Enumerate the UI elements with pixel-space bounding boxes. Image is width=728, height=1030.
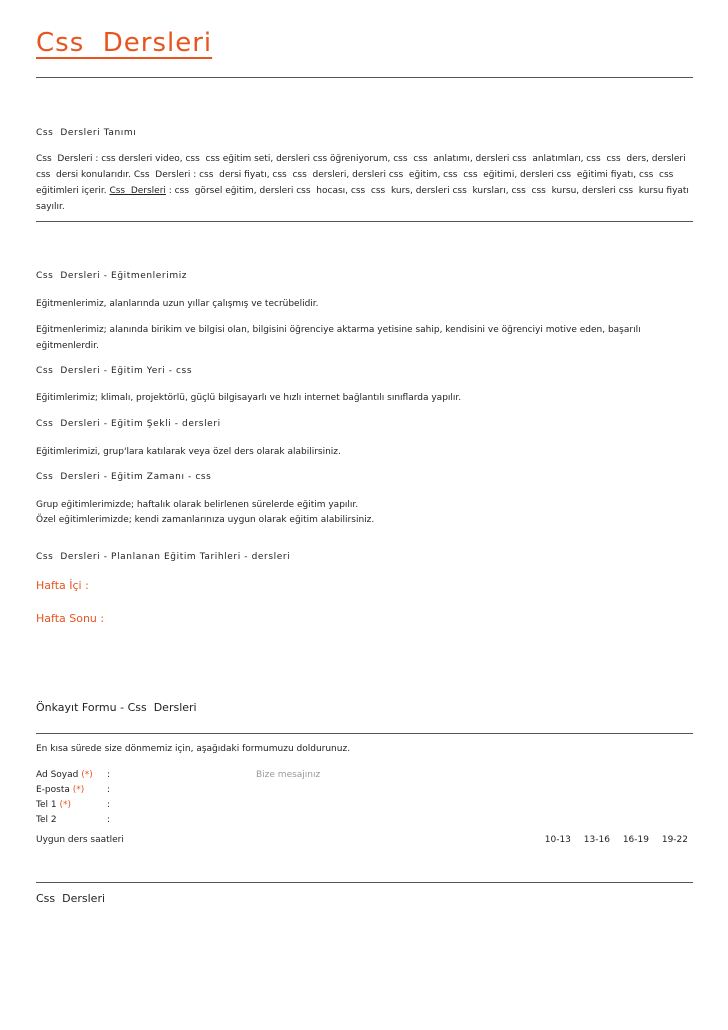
footer-title: Css Dersleri: [36, 892, 106, 905]
format-heading: Css Dersleri - Eğitim Şekli - dersleri: [36, 419, 221, 429]
colon: :: [107, 815, 111, 825]
timing-line2: Özel eğitimlerimizde; kendi zamanlarınıza uygun olarak eğitim alabilirsiniz.: [36, 515, 375, 525]
format-text: Eğitimlerimizi, grup'lara katılarak veya özel ders olarak alabilirsiniz.: [36, 447, 341, 457]
intro-text-after: : css görsel eğitim, dersleri css hocası, css css kurs, dersleri css kursları, css css kursu, dersleri css kursu fiyatı sayılır.: [36, 186, 692, 212]
required-mark: (*): [81, 770, 93, 780]
slot-16-19[interactable]: 16-19: [622, 835, 649, 845]
required-mark: (*): [59, 800, 71, 810]
instructors-p1: Eğitmenlerimiz, alanlarında uzun yıllar çalışmış ve tecrübelidir.: [36, 299, 319, 309]
form-divider: [36, 733, 693, 734]
location-text: Eğitimlerimiz; klimalı, projektörlü, güçlü bilgisayarlı ve hızlı internet bağlantılı sınıflarda yapılır.: [36, 393, 462, 403]
tel2-label: Tel 2: [36, 815, 57, 825]
hours-label: Uygun ders saatleri: [36, 835, 124, 845]
timing-line1: Grup eğitimlerimizde; haftalık olarak belirlenen sürelerde eğitim yapılır.: [36, 500, 359, 510]
form-title: Önkayıt Formu - Css Dersleri: [36, 701, 197, 714]
intro-divider: [36, 221, 693, 222]
required-mark: (*): [72, 785, 85, 795]
colon: :: [107, 800, 111, 810]
hours-slots: [535, 833, 688, 848]
slot-13-16[interactable]: 13-16: [583, 835, 610, 845]
tel1-label: Tel 1: [36, 800, 57, 810]
email-label: E-posta: [36, 785, 70, 795]
email-input[interactable]: [107, 783, 237, 798]
footer-divider: [36, 882, 693, 883]
colon: :: [107, 785, 111, 795]
intro-paragraph: [36, 151, 691, 215]
tel1-row: [36, 798, 71, 813]
weekend-label: Hafta Sonu :: [36, 612, 105, 625]
schedule-heading: Css Dersleri - Planlanan Eğitim Tarihleri - dersleri: [36, 552, 291, 562]
slot-19-22[interactable]: 19-22: [661, 835, 688, 845]
instructors-p2: Eğitmenlerimiz; alanında birikim ve bilgisi olan, bilgisini öğrenciye aktarma yetisine sahip, kendisini ve öğrenciyi motive eden, başarılı eğitmenlerdir.: [36, 325, 644, 351]
tel1-input[interactable]: [107, 798, 237, 813]
timing-heading: Css Dersleri - Eğitim Zamanı - css: [36, 472, 212, 482]
form-intro: En kısa sürede size dönmemiz için, aşağıdaki formumuzu doldurunuz.: [36, 744, 351, 754]
intro-link[interactable]: Css Dersleri: [109, 186, 166, 196]
page-title: Css Dersleri: [36, 28, 213, 58]
message-textarea[interactable]: [256, 768, 516, 820]
header-divider: [36, 77, 693, 78]
intro-heading: Css Dersleri Tanımı: [36, 128, 137, 138]
email-row: [36, 783, 84, 798]
slot-10-13[interactable]: 10-13: [544, 835, 571, 845]
tel2-input[interactable]: [107, 813, 237, 828]
weekday-label: Hafta İçi :: [36, 579, 89, 592]
instructors-heading: Css Dersleri - Eğitmenlerimiz: [36, 271, 188, 281]
tel2-row: [36, 813, 57, 828]
location-heading: Css Dersleri - Eğitim Yeri - css: [36, 366, 193, 376]
message-placeholder: Bize mesajınız: [256, 770, 321, 780]
intro-text-before: Css Dersleri : css dersleri video, css css eğitim seti, dersleri css öğreniyorum, css css anlatımı, dersleri css anlatımları, css css ders, dersleri css dersi konularıdır. Css Dersleri : css dersi fiyatı, css css dersleri, dersleri css eğitim, css css eğitimi, dersleri css eğitimi fiyatı, css css eğitimleri içerir.: [36, 154, 689, 196]
name-label: Ad Soyad: [36, 770, 79, 780]
colon: :: [107, 770, 111, 780]
name-input[interactable]: [107, 768, 237, 783]
